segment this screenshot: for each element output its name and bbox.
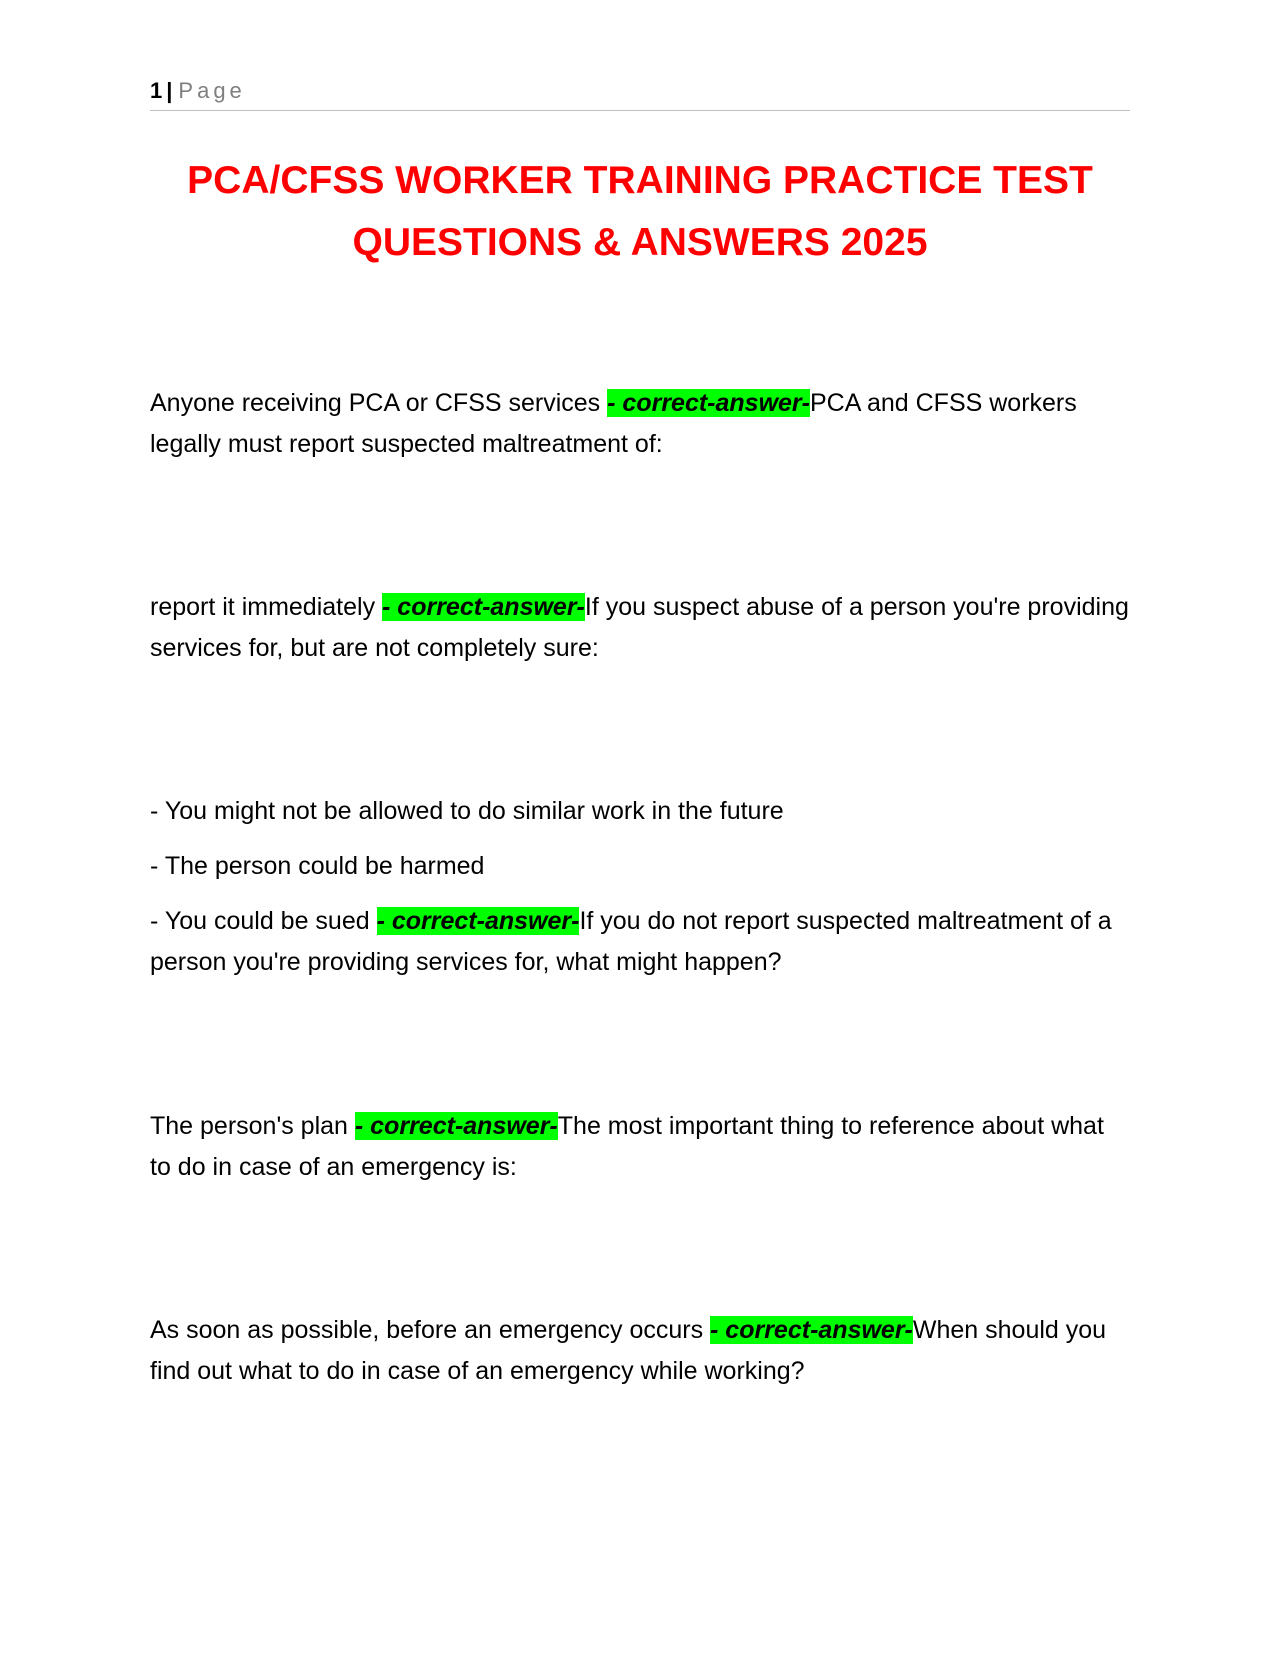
page-header bbox=[150, 78, 1130, 111]
page-label: Page bbox=[178, 78, 246, 103]
title-line-2: QUESTIONS & ANSWERS 2025 bbox=[352, 221, 928, 264]
answer-text: Anyone receiving PCA or CFSS services bbox=[150, 389, 608, 417]
header-separator: | bbox=[166, 78, 173, 103]
question-text: The most important thing to reference about what to do in case of an emergency is: bbox=[150, 1112, 1104, 1181]
correct-answer-marker: - correct-answer- bbox=[382, 593, 585, 621]
correct-answer-marker: - correct-answer- bbox=[376, 907, 580, 935]
question-text: If you do not report suspected maltreatment of a person you're providing services for, what might happen? bbox=[150, 907, 1112, 976]
qa-item-2 bbox=[150, 587, 1130, 669]
correct-answer-marker: - correct-answer- bbox=[354, 1112, 558, 1140]
answer-text: As soon as possible, before an emergency occurs bbox=[150, 1316, 711, 1344]
qa-item-5 bbox=[150, 1310, 1130, 1392]
qa-item-3 bbox=[150, 901, 1130, 983]
qa-item-4 bbox=[150, 1106, 1130, 1188]
correct-answer-marker: - correct-answer- bbox=[710, 1316, 913, 1344]
title-line-1: PCA/CFSS WORKER TRAINING PRACTICE TEST bbox=[187, 159, 1093, 202]
question-text: When should you find out what to do in case of an emergency while working? bbox=[150, 1316, 1107, 1385]
answer-list-line-1: - You might not be allowed to do similar work in the future bbox=[150, 797, 784, 825]
correct-answer-marker: - correct-answer- bbox=[607, 389, 810, 417]
question-text: If you suspect abuse of a person you're providing services for, but are not completely sure: bbox=[150, 593, 1129, 662]
answer-list-line-2: - The person could be harmed bbox=[150, 852, 485, 880]
answer-text: - You could be sued bbox=[150, 907, 377, 935]
answer-text: The person's plan bbox=[150, 1112, 355, 1140]
document-title bbox=[120, 150, 1160, 274]
qa-item-1 bbox=[150, 383, 1130, 465]
page-number: 1 bbox=[150, 78, 163, 103]
answer-text: report it immediately bbox=[150, 593, 383, 621]
question-text: PCA and CFSS workers legally must report suspected maltreatment of: bbox=[150, 389, 1077, 458]
